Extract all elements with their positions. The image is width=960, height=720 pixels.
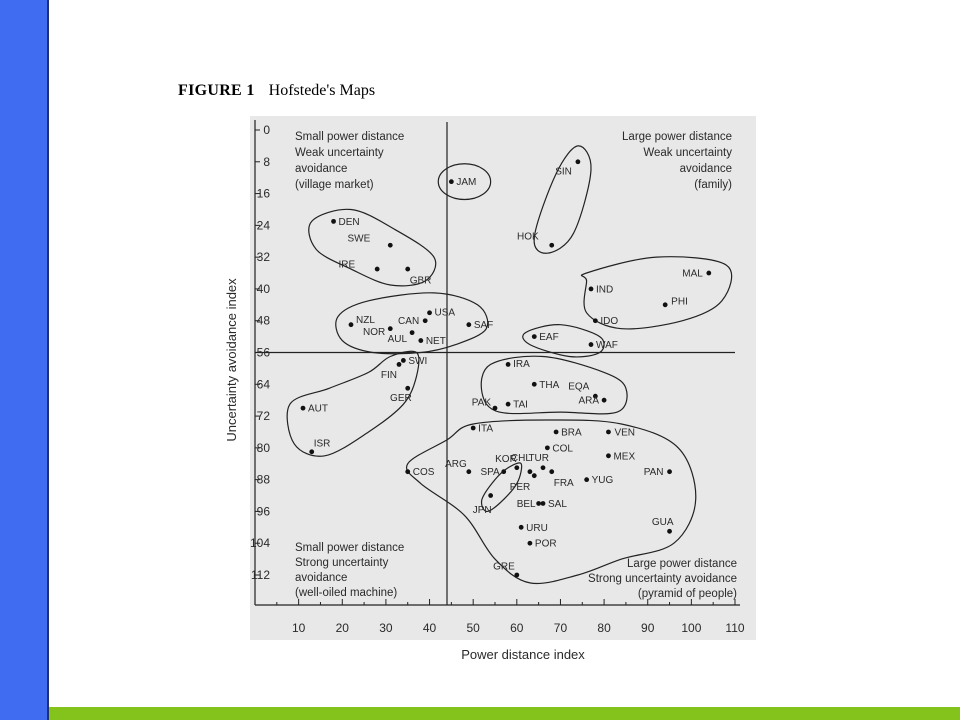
- country-point-col: [545, 445, 550, 450]
- country-label-net: NET: [425, 336, 446, 348]
- country-point-arg: [466, 469, 471, 474]
- country-point-chl: [528, 469, 533, 474]
- country-label-phi: PHI: [671, 296, 688, 308]
- country-label-can: CAN: [398, 316, 420, 328]
- y-tick-label: 56: [256, 345, 270, 360]
- y-tick-label: 80: [256, 440, 270, 455]
- country-label-swe: SWE: [347, 233, 371, 245]
- x-tick-label: 30: [379, 621, 393, 635]
- bottom-accent-bar: [49, 707, 960, 720]
- country-label-den: DEN: [338, 216, 360, 228]
- y-tick-label: 88: [256, 472, 270, 487]
- x-tick-label: 110: [725, 621, 745, 635]
- country-label-pak: PAK: [471, 397, 491, 409]
- country-label-yug: YUG: [591, 475, 614, 487]
- country-label-arg: ARG: [445, 459, 467, 471]
- hofstede-scatter-chart: [210, 110, 770, 670]
- y-tick-label: 24: [256, 218, 270, 233]
- country-point-tha: [532, 382, 537, 387]
- country-label-mal: MAL: [682, 268, 703, 280]
- country-label-uru: URU: [526, 522, 548, 534]
- x-axis-title: Power distance index: [461, 647, 585, 662]
- country-point-jpn: [488, 493, 493, 498]
- country-label-waf: WAF: [596, 340, 618, 352]
- x-tick-label: 70: [553, 621, 568, 635]
- quadrant-text-bottom-left: (well-oiled machine): [295, 587, 398, 599]
- quadrant-text-bottom-right: (pyramid of people): [637, 588, 737, 600]
- country-label-tha: THA: [539, 379, 560, 391]
- x-tick-label: 90: [641, 621, 655, 635]
- country-point-mex: [606, 453, 611, 458]
- quadrant-text-bottom-right: Strong uncertainty avoidance: [588, 573, 737, 585]
- country-point-waf: [589, 342, 594, 347]
- country-label-cos: COS: [412, 467, 435, 479]
- country-label-ira: IRA: [513, 358, 530, 370]
- y-tick-label: 112: [250, 568, 270, 582]
- country-point-spa: [501, 469, 506, 474]
- figure-caption: Hofstede's Maps: [268, 82, 376, 99]
- country-point-hok: [549, 243, 554, 248]
- country-point-ita: [471, 426, 476, 431]
- y-tick-label: 64: [256, 377, 270, 392]
- figure-label: FIGURE 1: [178, 82, 255, 99]
- country-point-aut: [301, 406, 306, 411]
- country-point-aul: [410, 330, 415, 335]
- quadrant-text-bottom-left: avoidance: [295, 572, 348, 584]
- country-label-ido: IDO: [600, 316, 619, 328]
- country-label-jpn: JPN: [472, 505, 492, 517]
- country-label-gbr: GBR: [409, 275, 432, 287]
- country-label-gua: GUA: [651, 516, 674, 528]
- country-label-nor: NOR: [363, 327, 386, 339]
- country-point-jam: [449, 179, 454, 184]
- country-label-por: POR: [534, 538, 557, 550]
- country-point-nor: [388, 326, 393, 331]
- country-label-chl: CHL: [510, 453, 531, 465]
- y-tick-label: 32: [256, 250, 270, 265]
- quadrant-text-top-left: (village market): [295, 179, 374, 191]
- country-label-hok: HOK: [517, 231, 539, 243]
- country-point-bel: [536, 501, 541, 506]
- country-point-sin: [576, 159, 581, 164]
- y-tick-label: 0: [263, 123, 270, 137]
- quadrant-text-top-left: Weak uncertainty: [295, 147, 384, 159]
- country-label-usa: USA: [434, 307, 456, 319]
- country-label-ven: VEN: [614, 427, 636, 439]
- x-tick-label: 100: [681, 621, 702, 635]
- country-point-ind: [589, 287, 594, 292]
- country-point-ven: [606, 430, 611, 435]
- country-point-can: [423, 318, 428, 323]
- country-label-tai: TAI: [513, 399, 528, 411]
- country-point-usa: [427, 310, 432, 315]
- country-label-aut: AUT: [308, 403, 328, 415]
- country-point-kor: [514, 465, 519, 470]
- country-label-ara: ARA: [578, 395, 600, 407]
- country-label-sal: SAL: [548, 498, 567, 510]
- country-label-nzl: NZL: [356, 315, 375, 327]
- country-point-eaf: [532, 334, 537, 339]
- country-label-per: PER: [509, 482, 531, 494]
- country-label-gre: GRE: [493, 561, 515, 573]
- country-point-ido: [593, 318, 598, 323]
- country-point-uru: [519, 525, 524, 530]
- y-tick-label: 72: [256, 409, 270, 424]
- country-label-swi: SWI: [408, 355, 428, 367]
- country-label-sin: SIN: [555, 166, 572, 178]
- y-tick-label: 104: [249, 536, 270, 551]
- quadrant-text-top-left: avoidance: [295, 163, 348, 175]
- left-accent-bar: [0, 0, 49, 720]
- country-label-fin: FIN: [380, 369, 397, 381]
- country-point-gua: [667, 529, 672, 534]
- y-axis-title: Uncertainty avoidance index: [224, 278, 239, 442]
- country-point-swe: [388, 243, 393, 248]
- country-label-fra: FRA: [553, 478, 574, 490]
- country-point-gbr: [405, 267, 410, 272]
- country-label-col: COL: [552, 443, 573, 455]
- country-point-ire: [375, 267, 380, 272]
- country-point-isr: [309, 449, 314, 454]
- quadrant-text-top-right: Weak uncertainty: [643, 147, 732, 159]
- country-label-ire: IRE: [338, 259, 356, 271]
- quadrant-text-bottom-right: Large power distance: [627, 558, 737, 570]
- x-tick-label: 10: [291, 621, 306, 635]
- country-point-net: [418, 338, 423, 343]
- country-point-den: [331, 219, 336, 224]
- country-point-tai: [506, 402, 511, 407]
- country-point-saf: [466, 322, 471, 327]
- country-point-bra: [554, 430, 559, 435]
- country-label-kor: KOR: [495, 454, 517, 466]
- country-point-ira: [506, 362, 511, 367]
- country-label-isr: ISR: [313, 438, 331, 450]
- y-tick-label: 8: [263, 154, 270, 169]
- y-tick-label: 40: [256, 281, 270, 296]
- quadrant-text-top-right: Large power distance: [622, 131, 732, 143]
- country-point-cos: [405, 469, 410, 474]
- country-label-aul: AUL: [387, 334, 408, 346]
- country-label-pan: PAN: [643, 467, 664, 479]
- country-point-ara: [602, 398, 607, 403]
- country-label-jam: JAM: [456, 177, 477, 189]
- country-point-ger: [405, 386, 410, 391]
- country-label-ita: ITA: [478, 423, 494, 435]
- country-point-pan: [667, 469, 672, 474]
- y-tick-label: 16: [256, 186, 270, 201]
- country-label-ger: GER: [390, 392, 412, 404]
- country-label-eaf: EAF: [539, 332, 559, 344]
- country-point-por: [528, 541, 533, 546]
- country-label-ind: IND: [596, 284, 614, 296]
- country-label-mex: MEX: [613, 451, 636, 463]
- country-label-bel: BEL: [516, 498, 536, 510]
- quadrant-text-bottom-left: Strong uncertainty: [295, 557, 389, 569]
- country-point-fra: [549, 469, 554, 474]
- quadrant-text-top-right: (family): [694, 179, 732, 191]
- x-tick-label: 80: [597, 621, 611, 635]
- country-label-eqa: EQA: [568, 381, 590, 393]
- quadrant-text-top-left: Small power distance: [295, 131, 405, 143]
- country-point-pak: [493, 406, 498, 411]
- country-point-per: [532, 473, 537, 478]
- x-tick-label: 60: [510, 621, 524, 635]
- y-tick-label: 96: [256, 504, 270, 519]
- x-tick-label: 50: [466, 621, 480, 635]
- figure-title: [178, 82, 375, 100]
- country-point-nzl: [349, 322, 354, 327]
- country-label-tur: TUR: [528, 453, 549, 465]
- y-tick-label: 48: [256, 313, 270, 328]
- country-point-mal: [706, 271, 711, 276]
- quadrant-text-bottom-left: Small power distance: [295, 542, 405, 554]
- country-label-saf: SAF: [473, 320, 494, 332]
- country-point-phi: [663, 302, 668, 307]
- country-point-swi: [401, 358, 406, 363]
- x-tick-label: 20: [335, 621, 349, 635]
- country-point-gre: [514, 573, 519, 578]
- country-point-yug: [584, 477, 589, 482]
- x-tick-label: 40: [422, 621, 437, 635]
- country-point-fin: [397, 362, 402, 367]
- quadrant-text-top-right: avoidance: [679, 163, 732, 175]
- country-point-tur: [541, 465, 546, 470]
- country-label-spa: SPA: [480, 467, 500, 479]
- country-label-bra: BRA: [561, 427, 582, 439]
- country-point-sal: [541, 501, 546, 506]
